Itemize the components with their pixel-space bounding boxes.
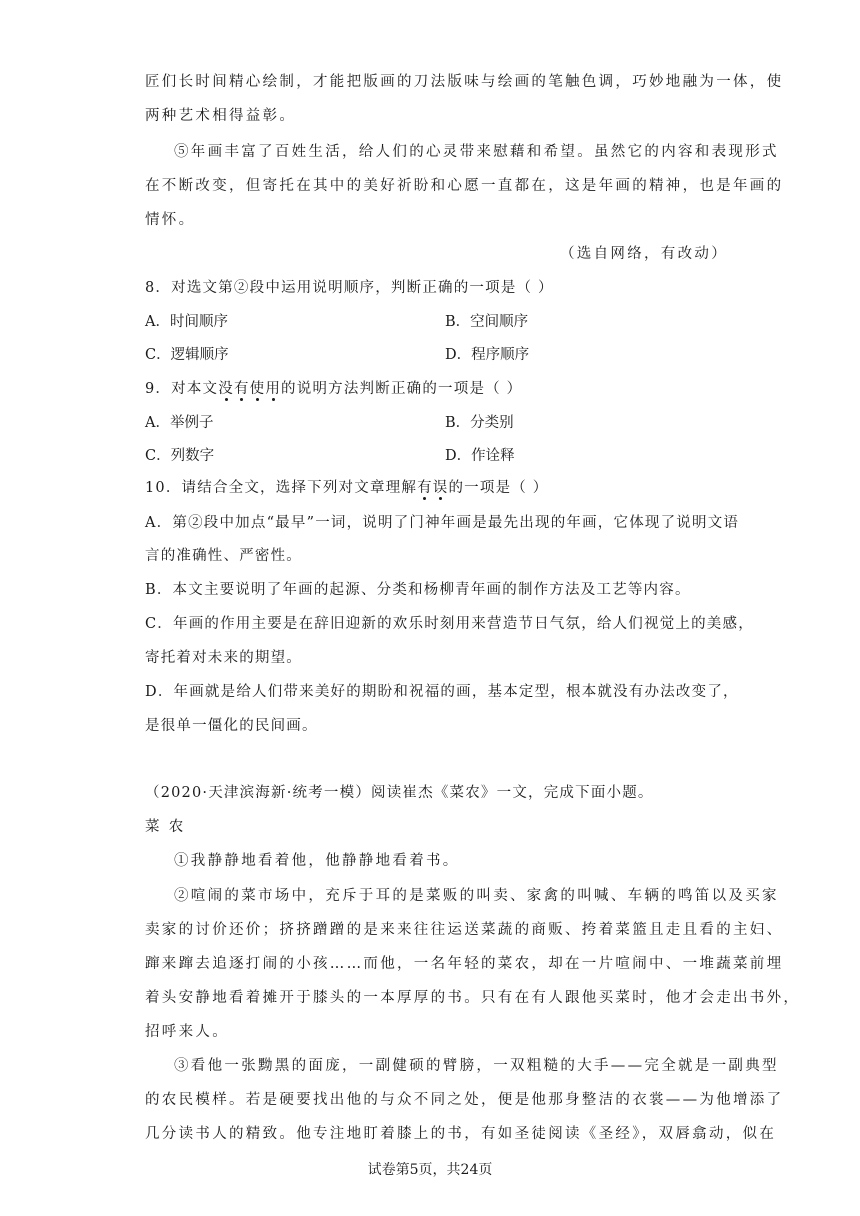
passage-line: 在不断改变，但寄托在其中的美好祈盼和心愿一直都在，这是年画的精神，也是年画的 xyxy=(145,178,784,194)
passage-line: 着头安静地看着摊开于膝头的一本厚厚的书。只有在有人跟他买菜时，他才会走出书外， xyxy=(145,990,801,1006)
page-footer: 试卷第5页，共24页 xyxy=(367,1162,493,1178)
question-10-option-c[interactable]: C．年画的作用主要是在辞旧迎新的欢乐时刻用来营造节日气氛，给人们视觉上的美感， xyxy=(145,616,754,632)
question-8-stem: 8．对选文第②段中运用说明顺序，判断正确的一项是（ ） xyxy=(145,280,554,296)
question-10-option-d[interactable]: D．年画就是给人们带来美好的期盼和祝福的画，基本定型，根本就没有办法改变了， xyxy=(145,684,739,700)
stem-text: 的说明方法判断正确的一项是（ ） xyxy=(281,381,523,397)
source-note: （选自网络，有改动） xyxy=(560,246,728,262)
question-10-option-a-cont[interactable]: 言的准确性、严密性。 xyxy=(145,548,302,564)
question-8-option-d[interactable]: D．程序顺序 xyxy=(445,347,530,363)
passage-paragraph-5: ⑤年画丰富了百姓生活，给人们的心灵带来慰藉和希望。虽然它的内容和表现形式 xyxy=(174,144,779,160)
passage-line: 几分读书人的精致。他专注地盯着膝上的书，有如圣徒阅读《圣经》，双唇翕动，似在 xyxy=(145,1126,777,1142)
question-9-option-c[interactable]: C．列数字 xyxy=(145,448,215,464)
stem-text: 的一项是（ ） xyxy=(448,480,549,496)
question-9-option-a[interactable]: A．举例子 xyxy=(145,415,214,431)
passage-line: 卖家的讨价还价；挤挤蹭蹭的是来来往往运送菜蔬的商贩、挎着菜篮且走且看的主妇、 xyxy=(145,922,784,938)
passage-2-paragraph-2: ②喧闹的菜市场中，充斥于耳的是菜贩的叫卖、家禽的叫喊、车辆的鸣笛以及买家 xyxy=(174,888,779,904)
question-8-option-b[interactable]: B．空间顺序 xyxy=(445,314,529,330)
passage-2-title: 菜 农 xyxy=(145,819,186,835)
question-9-option-d[interactable]: D．作诠释 xyxy=(445,448,515,464)
question-9-stem xyxy=(145,379,725,399)
question-8-option-a[interactable]: A．时间顺序 xyxy=(145,314,228,330)
passage-line: 蹿来蹿去追逐打闹的小孩……而他，一名年轻的菜农，却在一片喧闹中、一堆蔬菜前埋 xyxy=(145,956,784,972)
question-10-option-c-cont[interactable]: 寄托着对未来的期望。 xyxy=(145,650,302,666)
passage-2-intro: （2020·天津滨海新·统考一模）阅读崔杰《菜农》一文，完成下面小题。 xyxy=(145,785,654,801)
passage-line: 情怀。 xyxy=(145,212,196,228)
emphasis-char: 误 xyxy=(432,480,449,496)
stem-text: 9．对本文 xyxy=(145,381,219,397)
passage-line: 的农民模样。若是硬要找出他的与众不同之处，便是他那身整洁的衣裳——为他增添了 xyxy=(145,1092,784,1108)
emphasis-char: 有 xyxy=(417,480,433,496)
question-10-stem xyxy=(145,478,725,498)
question-8-option-c[interactable]: C．逻辑顺序 xyxy=(145,347,229,363)
passage-2-paragraph-1: ①我静静地看着他，他静静地看着书。 xyxy=(174,853,460,869)
stem-text: 10．请结合全文，选择下列对文章理解 xyxy=(145,480,418,496)
emphasis-char: 使 xyxy=(249,381,266,397)
emphasis-char: 有 xyxy=(233,381,250,397)
question-10-option-a[interactable]: A．第②段中加点“最早”一词，说明了门神年画是最先出现的年画，它体现了说明文语 xyxy=(145,515,740,531)
passage-line: 招呼来人。 xyxy=(145,1024,229,1040)
question-10-option-b[interactable]: B．本文主要说明了年画的起源、分类和杨柳青年画的制作方法及工艺等内容。 xyxy=(145,582,691,598)
passage-line: 两种艺术相得益彰。 xyxy=(145,108,297,124)
passage-line: 匠们长时间精心绘制，才能把版画的刀法版味与绘画的笔触色调，巧妙地融为一体，使 xyxy=(145,74,784,90)
question-10-option-d-cont[interactable]: 是很单一僵化的民间画。 xyxy=(145,718,318,734)
question-9-option-b[interactable]: B．分类别 xyxy=(445,415,514,431)
passage-2-paragraph-3: ③看他一张黝黑的面庞，一副健硕的臂膀，一双粗糙的大手——完全就是一副典型 xyxy=(174,1058,779,1074)
emphasis-char: 用 xyxy=(265,381,282,397)
emphasis-char: 没 xyxy=(218,381,234,397)
